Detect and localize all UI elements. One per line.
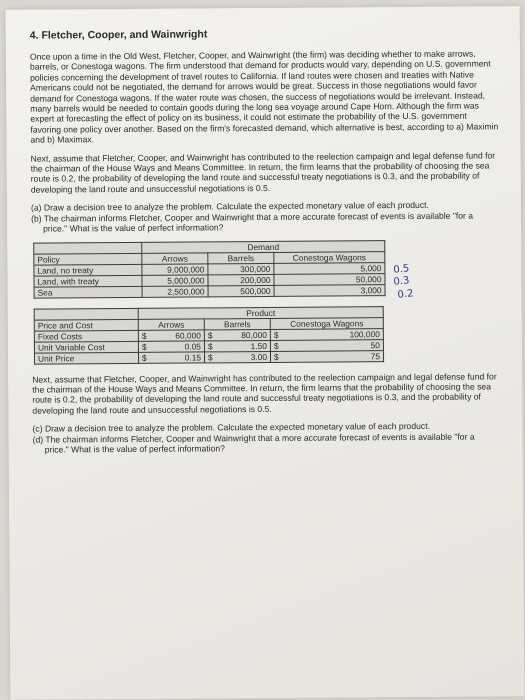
table-row: Sea 2,500,000 500,000 3,000	[34, 284, 385, 297]
table-row: Land, no treaty 9,000,000 300,000 5,000	[34, 262, 385, 275]
question-d: (d) The chairman informs Fletcher, Cooper and Wainwright that a more accurate forecast of events is available "for a price." What is the value of perfect information?	[32, 431, 475, 455]
table-row: Fixed Costs $ 60,000 $ 80,000 $ 100,000	[34, 328, 383, 341]
handwritten-prob-1: 0.5	[392, 262, 410, 276]
handwritten-prob-3: 0.2	[397, 287, 415, 301]
demand-header-arrows: Arrows	[142, 252, 208, 263]
product-table-wrap	[32, 305, 500, 364]
product-table	[34, 306, 384, 364]
document-page	[6, 6, 525, 700]
paragraph-intro: Once upon a time in the Old West, Fletcher, Cooper, and Wainwright (the firm) was deciding whether to make arrows, barrels, or Conestoga wagons. The firm understood that demand for products would vary, depending on U.S. government policies concerning the development of travel routes to California. If land routes were chosen and treaties with Native Americans could not be negotiated, the demand for arrows would be great. Success in those negotiations would favor demand for Conestoga wagons. If the water route was chosen, the success of negotiations would be irrelevant. Instead, many barrels would be needed to contain goods during the long sea voyage around Cape Horn. Although the firm was expert at forecasting the effect of policy on its business, it could not estimate the probability of the U.S. government favoring one policy over another. Based on the firm's forecasted demand, which alternative is best, according to a) Maximin and b) Maximax.	[29, 48, 499, 145]
questions-ab	[31, 200, 499, 234]
table-row: Unit Variable Cost $ 0.05 $ 1.50 $ 50	[34, 339, 383, 352]
demand-header-policy: Policy	[34, 253, 142, 265]
table-row: Land, with treaty 5,000,000 200,000 50,000	[34, 273, 385, 286]
product-header-arrows: Arrows	[138, 318, 204, 329]
product-caption: Product	[138, 306, 383, 319]
product-header-wagons: Conestoga Wagons	[270, 317, 383, 329]
paragraph-probabilities: Next, assume that Fletcher, Cooper, and Wainwright has contributed to the reelection campaign and legal defense fund for the chairman of the House Ways and Means Committee. In return, the firm learns that the probability of choosing the sea route is 0.2, the probability of developing the land route and successful treaty negotiations is 0.3, and the probability of developing the land route and unsuccessful negotiations is 0.5.	[30, 150, 496, 195]
handwritten-prob-2: 0.3	[392, 274, 410, 288]
demand-table	[33, 240, 385, 298]
demand-header-barrels: Barrels	[208, 252, 274, 263]
demand-caption: Demand	[142, 240, 385, 253]
product-header-barrels: Barrels	[204, 318, 270, 329]
question-b: (b) The chairman informs Fletcher, Cooper and Wainwright that a more accurate forecast of events is available "for a price." What is the value of perfect information?	[31, 210, 474, 234]
paragraph-probabilities-repeat: Next, assume that Fletcher, Cooper, and Wainwright has contributed to the reelection campaign and legal defense fund for the chairman of the House Ways and Means Committee. In return, the firm learns that the probability of choosing the sea route is 0.2, the probability of developing the land route and successful treaty negotiations is 0.3, and the probability of developing the land route and unsuccessful negotiations is 0.5.	[32, 370, 497, 416]
questions-cd	[32, 420, 500, 454]
question-a: (a) Draw a decision tree to analyze the problem. Calculate the expected monetary value of each product.	[30, 200, 429, 213]
product-header-label: Price and Cost	[34, 319, 138, 331]
demand-header-wagons: Conestoga Wagons	[274, 251, 385, 263]
demand-table-wrap	[31, 239, 499, 301]
table-row: Unit Price $ 0.15 $ 3.00 $ 75	[34, 350, 383, 363]
question-c: (c) Draw a decision tree to analyze the problem. Calculate the expected monetary value of each product.	[32, 420, 430, 434]
problem-title: 4. Fletcher, Cooper, and Wainwright	[29, 28, 208, 42]
